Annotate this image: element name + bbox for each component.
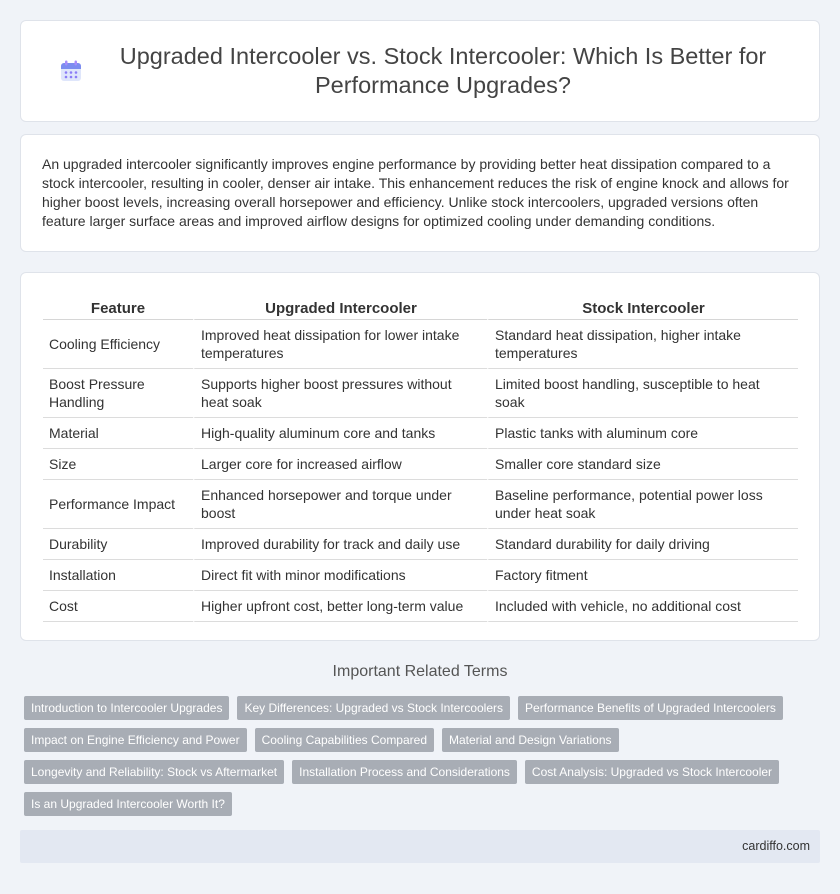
table-cell-stock: Smaller core standard size — [487, 449, 798, 480]
table-cell-stock: Standard durability for daily driving — [487, 529, 798, 560]
table-header-row — [43, 295, 798, 320]
table-cell-upgraded: Higher upfront cost, better long-term value — [193, 591, 487, 622]
related-tag[interactable]: Introduction to Intercooler Upgrades — [24, 696, 229, 720]
table-cell-stock: Factory fitment — [487, 560, 798, 591]
table-cell-upgraded: Supports higher boost pressures without heat soak — [193, 369, 487, 418]
table-cell-stock: Baseline performance, potential power loss under heat soak — [487, 480, 798, 529]
table-row — [43, 449, 798, 480]
table-row — [43, 418, 798, 449]
related-terms-tags — [24, 696, 820, 816]
table-cell-feature: Size — [43, 449, 193, 480]
page-title: Upgraded Intercooler vs. Stock Intercooler: Which Is Better for Performance Upgrades? — [119, 43, 767, 98]
table-row — [43, 320, 798, 369]
table-cell-feature: Durability — [43, 529, 193, 560]
table-cell-stock: Included with vehicle, no additional cost — [487, 591, 798, 622]
footer — [20, 830, 820, 863]
table-row — [43, 369, 798, 418]
intro-paragraph: An upgraded intercooler significantly improves engine performance by providing better heat dissipation compared to a stock intercooler, resulting in cooler, denser air intake. This enhancement reduces the risk of engine knock and allows for higher boost levels, increasing overall horsepower and efficiency. Unlike stock intercoolers, upgraded versions often feature larger surface areas and improved airflow designs for optimized cooling under demanding conditions. — [42, 156, 789, 229]
table-cell-feature: Cooling Efficiency — [43, 320, 193, 369]
table-cell-stock: Limited boost handling, susceptible to heat soak — [487, 369, 798, 418]
table-cell-upgraded: Enhanced horsepower and torque under boost — [193, 480, 487, 529]
table-row — [43, 560, 798, 591]
table-cell-upgraded: High-quality aluminum core and tanks — [193, 418, 487, 449]
table-row — [43, 529, 798, 560]
related-tag[interactable]: Cost Analysis: Upgraded vs Stock Intercooler — [525, 760, 779, 784]
related-tag[interactable]: Is an Upgraded Intercooler Worth It? — [24, 792, 232, 816]
table-cell-feature: Installation — [43, 560, 193, 591]
comparison-table-card — [20, 272, 820, 641]
column-header-feature: Feature — [43, 295, 193, 320]
table-cell-feature: Cost — [43, 591, 193, 622]
calendar-icon — [60, 60, 82, 82]
related-terms-heading: Important Related Terms — [332, 663, 508, 680]
related-tag[interactable]: Cooling Capabilities Compared — [255, 728, 434, 752]
table-cell-upgraded: Improved heat dissipation for lower intake temperatures — [193, 320, 487, 369]
related-tag[interactable]: Performance Benefits of Upgraded Intercoolers — [518, 696, 783, 720]
related-tag[interactable]: Longevity and Reliability: Stock vs Aftermarket — [24, 760, 284, 784]
table-cell-feature: Boost Pressure Handling — [43, 369, 193, 418]
comparison-table — [43, 295, 798, 622]
footer-site-link[interactable]: cardiffo.com — [742, 839, 810, 853]
title-card — [20, 20, 820, 122]
related-tag[interactable]: Key Differences: Upgraded vs Stock Intercoolers — [237, 696, 510, 720]
table-cell-feature: Performance Impact — [43, 480, 193, 529]
title-wrap — [60, 42, 780, 100]
table-row — [43, 591, 798, 622]
related-tag[interactable]: Impact on Engine Efficiency and Power — [24, 728, 247, 752]
table-cell-feature: Material — [43, 418, 193, 449]
column-header-upgraded: Upgraded Intercooler — [193, 295, 487, 320]
table-cell-upgraded: Direct fit with minor modifications — [193, 560, 487, 591]
intro-card — [20, 134, 820, 252]
related-tag[interactable]: Material and Design Variations — [442, 728, 619, 752]
related-tag[interactable]: Installation Process and Considerations — [292, 760, 517, 784]
table-cell-upgraded: Improved durability for track and daily use — [193, 529, 487, 560]
table-row — [43, 480, 798, 529]
table-cell-upgraded: Larger core for increased airflow — [193, 449, 487, 480]
table-cell-stock: Standard heat dissipation, higher intake temperatures — [487, 320, 798, 369]
table-cell-stock: Plastic tanks with aluminum core — [487, 418, 798, 449]
column-header-stock: Stock Intercooler — [487, 295, 798, 320]
